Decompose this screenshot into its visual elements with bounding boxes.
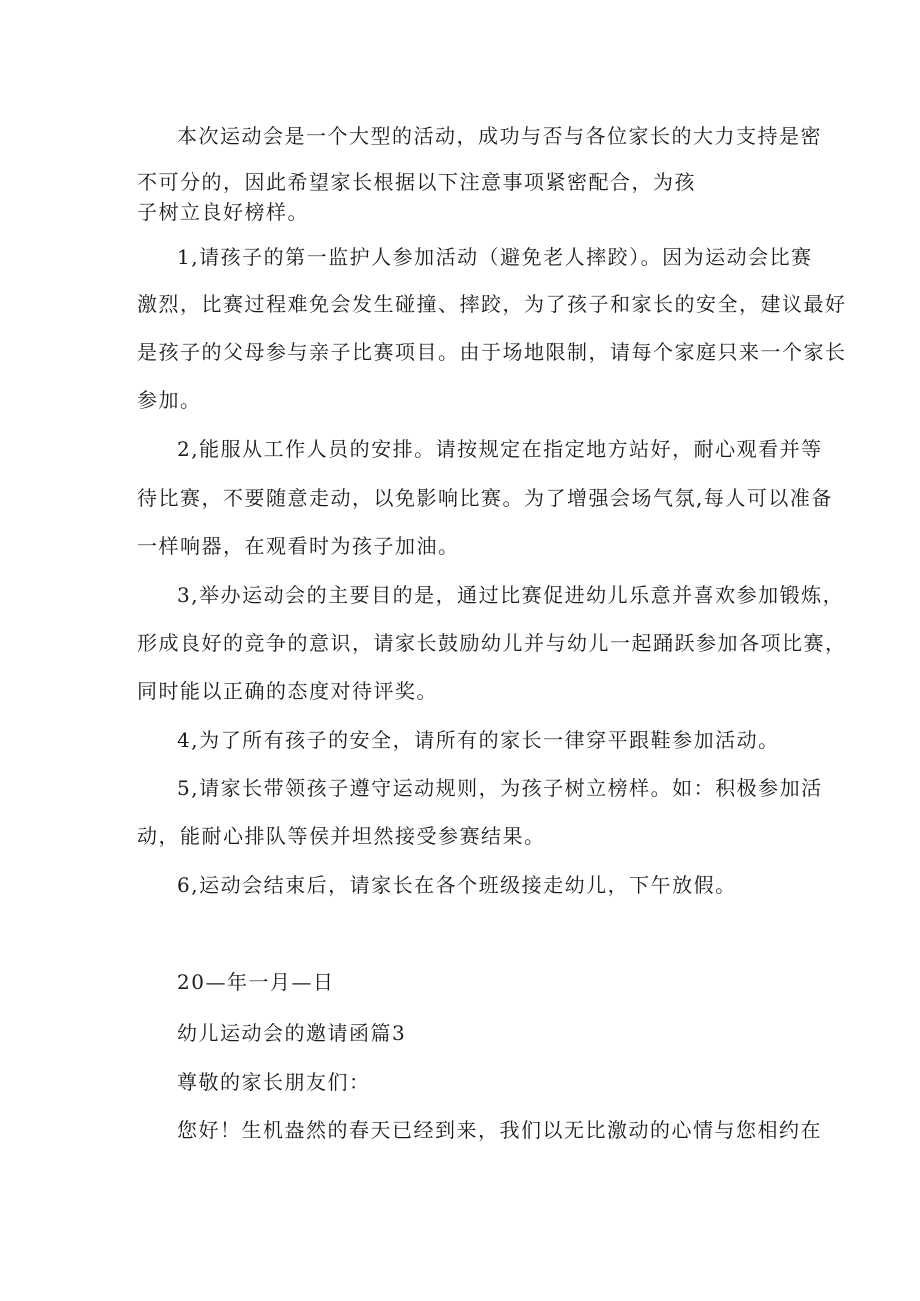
item-2-line-1: 2,能服从工作人员的安排。请按规定在指定地方站好，耐心观看并等 [177, 437, 823, 461]
item-1-line-3: 是孩子的父母参与亲子比赛项目。由于场地限制，请每个家庭只来一个家长 [137, 340, 847, 364]
item-1-line-1: 1,请孩子的第一监护人参加活动（避免老人摔跤）。因为运动会比赛 [177, 245, 813, 269]
item-5-line-2: 动，能耐心排队等侯并坦然接受参赛结果。 [137, 824, 546, 848]
item-1-line-4: 参加。 [137, 388, 202, 412]
item-6-line-1: 6,运动会结束后，请家长在各个班级接走幼儿，下午放假。 [177, 873, 737, 897]
greeting-line: 您好！生机盎然的春天已经到来，我们以无比激动的心情与您相约在 [177, 1118, 822, 1142]
item-3-line-3: 同时能以正确的态度对待评奖。 [137, 679, 438, 703]
item-2-line-2: 待比赛，不要随意走动，以免影响比赛。为了增强会场气氛,每人可以准备 [137, 486, 833, 510]
item-1-line-2: 激烈，比赛过程难免会发生碰撞、摔跤，为了孩子和家长的安全，建议最好 [137, 292, 847, 316]
intro-line-1: 本次运动会是一个大型的活动，成功与否与各位家长的大力支持是密 [177, 124, 822, 148]
item-5-line-1: 5,请家长带领孩子遵守运动规则，为孩子树立榜样。如：积极参加活 [177, 776, 823, 800]
section-title: 幼儿运动会的邀请函篇3 [177, 1021, 407, 1045]
document-date: 20—年一月—日 [177, 970, 335, 994]
intro-line-2: 不可分的，因此希望家长根据以下注意事项紧密配合，为孩 [137, 170, 696, 194]
item-4-line-1: 4,为了所有孩子的安全，请所有的家长一律穿平跟鞋参加活动。 [177, 728, 780, 752]
item-3-line-2: 形成良好的竞争的意识，请家长鼓励幼儿并与幼儿一起踊跃参加各项比赛， [137, 631, 847, 655]
item-2-line-3: 一样响器，在观看时为孩子加油。 [137, 534, 460, 558]
item-3-line-1: 3,举办运动会的主要目的是，通过比赛促进幼儿乐意并喜欢参加锻炼， [177, 583, 845, 607]
intro-line-3: 子树立良好榜样。 [137, 200, 309, 224]
salutation: 尊敬的家长朋友们： [177, 1070, 371, 1094]
